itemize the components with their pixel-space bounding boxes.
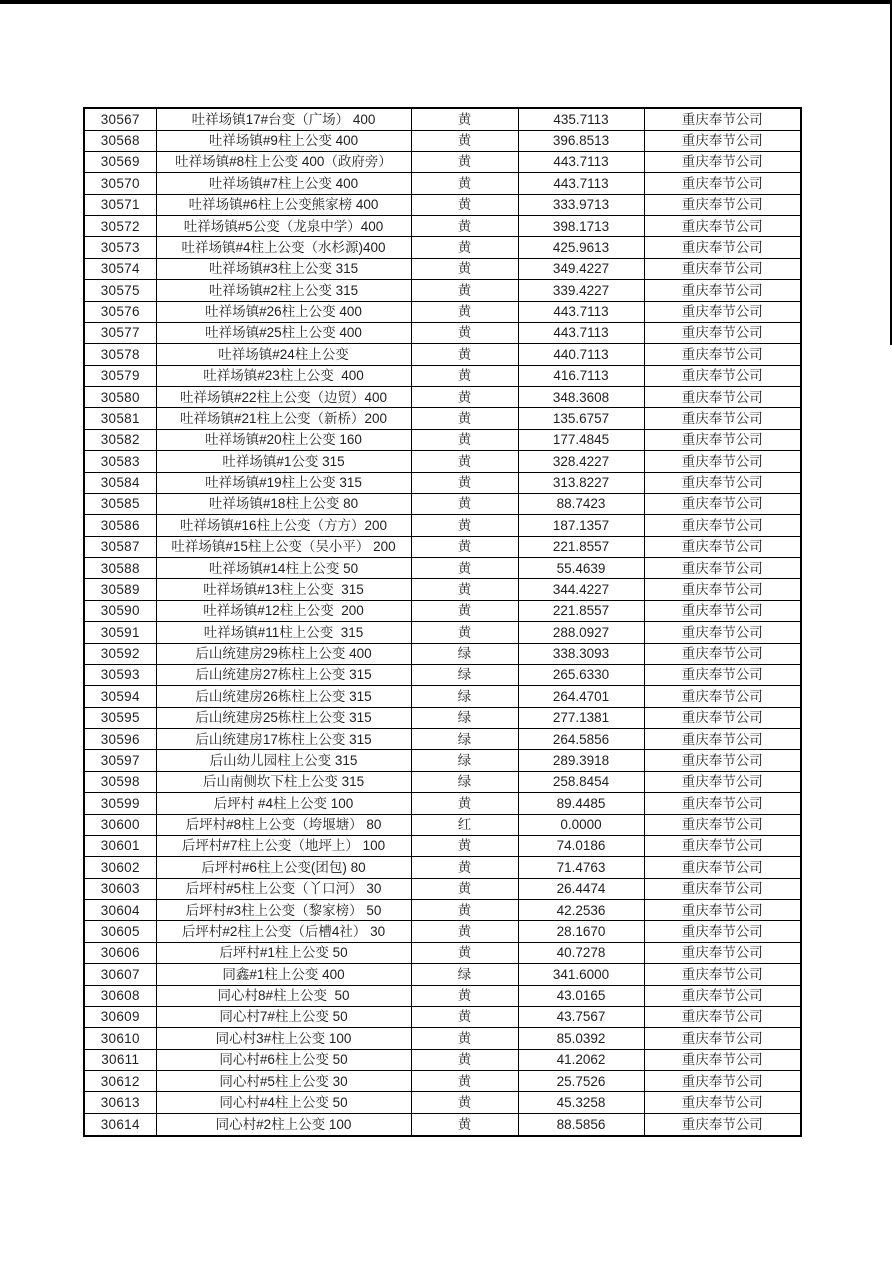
row-color-cell: 绿	[411, 643, 518, 664]
row-company-cell: 重庆奉节公司	[644, 1049, 801, 1070]
row-company-cell: 重庆奉节公司	[644, 600, 801, 621]
row-color-cell: 黄	[411, 301, 518, 322]
row-value-cell: 264.4701	[518, 686, 644, 707]
row-value-cell: 341.6000	[518, 964, 644, 985]
row-value-cell: 41.2062	[518, 1049, 644, 1070]
row-id-cell: 30567	[84, 108, 156, 130]
row-value-cell: 71.4763	[518, 857, 644, 878]
row-company-cell: 重庆奉节公司	[644, 108, 801, 130]
row-name-cell: 吐祥场镇#2柱上公变 315	[156, 280, 411, 301]
row-id-cell: 30571	[84, 194, 156, 215]
row-color-cell: 黄	[411, 1028, 518, 1049]
row-color-cell: 黄	[411, 429, 518, 450]
table-row	[84, 408, 801, 429]
row-name-cell: 吐祥场镇#14柱上公变 50	[156, 558, 411, 579]
row-id-cell: 30605	[84, 921, 156, 942]
row-color-cell: 黄	[411, 942, 518, 963]
row-company-cell: 重庆奉节公司	[644, 835, 801, 856]
row-value-cell: 43.0165	[518, 985, 644, 1006]
row-company-cell: 重庆奉节公司	[644, 814, 801, 835]
row-company-cell: 重庆奉节公司	[644, 921, 801, 942]
row-name-cell: 吐祥场镇#1公变 315	[156, 451, 411, 472]
row-id-cell: 30596	[84, 729, 156, 750]
row-color-cell: 黄	[411, 493, 518, 514]
row-company-cell: 重庆奉节公司	[644, 280, 801, 301]
row-name-cell: 吐祥场镇#8柱上公变 400（政府旁）	[156, 151, 411, 172]
row-name-cell: 吐祥场镇#19柱上公变 315	[156, 472, 411, 493]
row-value-cell: 45.3258	[518, 1092, 644, 1113]
row-id-cell: 30603	[84, 878, 156, 899]
row-color-cell: 黄	[411, 322, 518, 343]
row-color-cell: 绿	[411, 729, 518, 750]
row-id-cell: 30611	[84, 1049, 156, 1070]
row-company-cell: 重庆奉节公司	[644, 130, 801, 151]
row-company-cell: 重庆奉节公司	[644, 322, 801, 343]
row-company-cell: 重庆奉节公司	[644, 237, 801, 258]
row-id-cell: 30602	[84, 857, 156, 878]
row-color-cell: 黄	[411, 237, 518, 258]
table-row	[84, 237, 801, 258]
table-row	[84, 558, 801, 579]
row-color-cell: 黄	[411, 1006, 518, 1027]
row-color-cell: 黄	[411, 280, 518, 301]
row-id-cell: 30580	[84, 387, 156, 408]
row-id-cell: 30594	[84, 686, 156, 707]
row-id-cell: 30590	[84, 600, 156, 621]
table-row	[84, 194, 801, 215]
row-name-cell: 吐祥场镇#13柱上公变 315	[156, 579, 411, 600]
table-row	[84, 600, 801, 621]
table-row	[84, 344, 801, 365]
row-id-cell: 30589	[84, 579, 156, 600]
table-row	[84, 664, 801, 685]
row-color-cell: 黄	[411, 1071, 518, 1092]
row-name-cell: 后坪村#7柱上公变（地坪上） 100	[156, 835, 411, 856]
row-value-cell: 55.4639	[518, 558, 644, 579]
row-color-cell: 绿	[411, 964, 518, 985]
row-color-cell: 黄	[411, 857, 518, 878]
row-company-cell: 重庆奉节公司	[644, 365, 801, 386]
table-row	[84, 216, 801, 237]
row-id-cell: 30573	[84, 237, 156, 258]
row-company-cell: 重庆奉节公司	[644, 622, 801, 643]
table-row	[84, 151, 801, 172]
row-name-cell: 后山统建房17栋柱上公变 315	[156, 729, 411, 750]
row-value-cell: 0.0000	[518, 814, 644, 835]
row-company-cell: 重庆奉节公司	[644, 771, 801, 792]
row-company-cell: 重庆奉节公司	[644, 707, 801, 728]
row-value-cell: 85.0392	[518, 1028, 644, 1049]
row-value-cell: 43.7567	[518, 1006, 644, 1027]
row-company-cell: 重庆奉节公司	[644, 558, 801, 579]
row-name-cell: 吐祥场镇#24柱上公变	[156, 344, 411, 365]
row-company-cell: 重庆奉节公司	[644, 900, 801, 921]
row-id-cell: 30575	[84, 280, 156, 301]
table-row	[84, 771, 801, 792]
table-row	[84, 750, 801, 771]
row-color-cell: 黄	[411, 1113, 518, 1136]
row-company-cell: 重庆奉节公司	[644, 750, 801, 771]
row-value-cell: 289.3918	[518, 750, 644, 771]
table-row	[84, 280, 801, 301]
row-value-cell: 221.8557	[518, 536, 644, 557]
table-row	[84, 900, 801, 921]
row-value-cell: 265.6330	[518, 664, 644, 685]
row-name-cell: 同心村#2柱上公变 100	[156, 1113, 411, 1136]
row-id-cell: 30606	[84, 942, 156, 963]
row-name-cell: 吐祥场镇#22柱上公变（边贸）400	[156, 387, 411, 408]
row-name-cell: 后山统建房27栋柱上公变 315	[156, 664, 411, 685]
row-name-cell: 后坪村#8柱上公变（垮堰塘） 80	[156, 814, 411, 835]
row-company-cell: 重庆奉节公司	[644, 985, 801, 1006]
row-color-cell: 黄	[411, 579, 518, 600]
row-name-cell: 吐祥场镇#26柱上公变 400	[156, 301, 411, 322]
row-name-cell: 同心村7#柱上公变 50	[156, 1006, 411, 1027]
row-value-cell: 26.4474	[518, 878, 644, 899]
row-id-cell: 30587	[84, 536, 156, 557]
row-name-cell: 吐祥场镇#4柱上公变（水杉源)400	[156, 237, 411, 258]
table-row	[84, 964, 801, 985]
table-row	[84, 857, 801, 878]
row-id-cell: 30588	[84, 558, 156, 579]
row-id-cell: 30604	[84, 900, 156, 921]
row-company-cell: 重庆奉节公司	[644, 1006, 801, 1027]
table-row	[84, 814, 801, 835]
row-id-cell: 30583	[84, 451, 156, 472]
row-color-cell: 黄	[411, 151, 518, 172]
table-row	[84, 173, 801, 194]
table-row	[84, 1028, 801, 1049]
row-id-cell: 30578	[84, 344, 156, 365]
row-value-cell: 344.4227	[518, 579, 644, 600]
table-row	[84, 451, 801, 472]
row-name-cell: 吐祥场镇#23柱上公变 400	[156, 365, 411, 386]
row-company-cell: 重庆奉节公司	[644, 686, 801, 707]
row-id-cell: 30610	[84, 1028, 156, 1049]
row-color-cell: 绿	[411, 750, 518, 771]
row-name-cell: 同心村#4柱上公变 50	[156, 1092, 411, 1113]
row-company-cell: 重庆奉节公司	[644, 173, 801, 194]
row-value-cell: 443.7113	[518, 301, 644, 322]
row-name-cell: 吐祥场镇#15柱上公变（吴小平） 200	[156, 536, 411, 557]
scan-artifact-top-edge	[0, 0, 892, 4]
row-id-cell: 30568	[84, 130, 156, 151]
row-company-cell: 重庆奉节公司	[644, 579, 801, 600]
row-name-cell: 吐祥场镇#21柱上公变（新桥）200	[156, 408, 411, 429]
row-company-cell: 重庆奉节公司	[644, 1092, 801, 1113]
row-name-cell: 同心村#6柱上公变 50	[156, 1049, 411, 1070]
row-color-cell: 黄	[411, 216, 518, 237]
table-row	[84, 707, 801, 728]
row-name-cell: 后坪村#2柱上公变（后槽4社） 30	[156, 921, 411, 942]
row-company-cell: 重庆奉节公司	[644, 216, 801, 237]
row-company-cell: 重庆奉节公司	[644, 344, 801, 365]
row-company-cell: 重庆奉节公司	[644, 151, 801, 172]
row-company-cell: 重庆奉节公司	[644, 1113, 801, 1136]
row-id-cell: 30577	[84, 322, 156, 343]
row-company-cell: 重庆奉节公司	[644, 1071, 801, 1092]
table-row	[84, 835, 801, 856]
row-company-cell: 重庆奉节公司	[644, 729, 801, 750]
row-color-cell: 黄	[411, 558, 518, 579]
row-id-cell: 30572	[84, 216, 156, 237]
row-company-cell: 重庆奉节公司	[644, 1028, 801, 1049]
row-company-cell: 重庆奉节公司	[644, 194, 801, 215]
row-name-cell: 后山南侧坎下柱上公变 315	[156, 771, 411, 792]
row-company-cell: 重庆奉节公司	[644, 451, 801, 472]
row-name-cell: 吐祥场镇#11柱上公变 315	[156, 622, 411, 643]
row-company-cell: 重庆奉节公司	[644, 515, 801, 536]
row-color-cell: 绿	[411, 686, 518, 707]
table-row	[84, 878, 801, 899]
row-value-cell: 177.4845	[518, 429, 644, 450]
row-id-cell: 30607	[84, 964, 156, 985]
row-color-cell: 黄	[411, 344, 518, 365]
row-value-cell: 328.4227	[518, 451, 644, 472]
row-value-cell: 348.3608	[518, 387, 644, 408]
row-name-cell: 吐祥场镇#6柱上公变熊家榜 400	[156, 194, 411, 215]
row-name-cell: 后山统建房26栋柱上公变 315	[156, 686, 411, 707]
row-name-cell: 吐祥场镇17#台变（广场） 400	[156, 108, 411, 130]
row-id-cell: 30585	[84, 493, 156, 514]
row-name-cell: 吐祥场镇#16柱上公变（方方）200	[156, 515, 411, 536]
row-id-cell: 30601	[84, 835, 156, 856]
row-color-cell: 黄	[411, 130, 518, 151]
row-id-cell: 30593	[84, 664, 156, 685]
table-row	[84, 387, 801, 408]
row-value-cell: 313.8227	[518, 472, 644, 493]
row-company-cell: 重庆奉节公司	[644, 472, 801, 493]
row-company-cell: 重庆奉节公司	[644, 301, 801, 322]
row-color-cell: 红	[411, 814, 518, 835]
row-company-cell: 重庆奉节公司	[644, 387, 801, 408]
row-company-cell: 重庆奉节公司	[644, 793, 801, 814]
row-id-cell: 30582	[84, 429, 156, 450]
table-row	[84, 258, 801, 279]
row-company-cell: 重庆奉节公司	[644, 664, 801, 685]
row-color-cell: 黄	[411, 108, 518, 130]
row-color-cell: 黄	[411, 900, 518, 921]
row-name-cell: 吐祥场镇#18柱上公变 80	[156, 493, 411, 514]
row-name-cell: 同心村8#柱上公变 50	[156, 985, 411, 1006]
row-company-cell: 重庆奉节公司	[644, 493, 801, 514]
row-id-cell: 30613	[84, 1092, 156, 1113]
row-color-cell: 黄	[411, 194, 518, 215]
row-value-cell: 25.7526	[518, 1071, 644, 1092]
row-id-cell: 30591	[84, 622, 156, 643]
row-value-cell: 135.6757	[518, 408, 644, 429]
table-row	[84, 1006, 801, 1027]
row-color-cell: 黄	[411, 258, 518, 279]
row-name-cell: 吐祥场镇#3柱上公变 315	[156, 258, 411, 279]
row-id-cell: 30569	[84, 151, 156, 172]
table-row	[84, 686, 801, 707]
row-id-cell: 30614	[84, 1113, 156, 1136]
table-row	[84, 429, 801, 450]
row-company-cell: 重庆奉节公司	[644, 429, 801, 450]
row-name-cell: 后坪村#6柱上公变(团包) 80	[156, 857, 411, 878]
row-name-cell: 吐祥场镇#5公变（龙泉中学）400	[156, 216, 411, 237]
row-color-cell: 黄	[411, 793, 518, 814]
row-name-cell: 同心村#5柱上公变 30	[156, 1071, 411, 1092]
table-row	[84, 1092, 801, 1113]
row-id-cell: 30595	[84, 707, 156, 728]
table-row	[84, 108, 801, 130]
row-value-cell: 396.8513	[518, 130, 644, 151]
table-row	[84, 515, 801, 536]
table-body	[84, 108, 801, 1136]
row-value-cell: 416.7113	[518, 365, 644, 386]
row-company-cell: 重庆奉节公司	[644, 878, 801, 899]
row-color-cell: 黄	[411, 173, 518, 194]
row-name-cell: 吐祥场镇#20柱上公变 160	[156, 429, 411, 450]
table-row	[84, 322, 801, 343]
row-value-cell: 398.1713	[518, 216, 644, 237]
row-value-cell: 349.4227	[518, 258, 644, 279]
row-color-cell: 黄	[411, 622, 518, 643]
row-name-cell: 后山统建房25栋柱上公变 315	[156, 707, 411, 728]
row-value-cell: 74.0186	[518, 835, 644, 856]
row-color-cell: 黄	[411, 536, 518, 557]
row-company-cell: 重庆奉节公司	[644, 536, 801, 557]
transformer-load-table	[83, 107, 802, 1137]
row-value-cell: 338.3093	[518, 643, 644, 664]
row-value-cell: 440.7113	[518, 344, 644, 365]
row-id-cell: 30609	[84, 1006, 156, 1027]
row-value-cell: 288.0927	[518, 622, 644, 643]
row-value-cell: 40.7278	[518, 942, 644, 963]
table-row	[84, 1071, 801, 1092]
table-row	[84, 942, 801, 963]
row-value-cell: 187.1357	[518, 515, 644, 536]
row-value-cell: 443.7113	[518, 322, 644, 343]
table-row	[84, 793, 801, 814]
row-name-cell: 后山幼儿园柱上公变 315	[156, 750, 411, 771]
row-color-cell: 黄	[411, 408, 518, 429]
row-value-cell: 264.5856	[518, 729, 644, 750]
row-name-cell: 同鑫#1柱上公变 400	[156, 964, 411, 985]
row-color-cell: 绿	[411, 771, 518, 792]
row-color-cell: 黄	[411, 451, 518, 472]
row-name-cell: 后坪村#5柱上公变（丫口河） 30	[156, 878, 411, 899]
row-value-cell: 258.8454	[518, 771, 644, 792]
table-row	[84, 536, 801, 557]
row-color-cell: 黄	[411, 365, 518, 386]
row-value-cell: 435.7113	[518, 108, 644, 130]
table-row	[84, 130, 801, 151]
row-name-cell: 吐祥场镇#12柱上公变 200	[156, 600, 411, 621]
row-id-cell: 30608	[84, 985, 156, 1006]
row-name-cell: 后坪村 #4柱上公变 100	[156, 793, 411, 814]
row-company-cell: 重庆奉节公司	[644, 964, 801, 985]
row-id-cell: 30581	[84, 408, 156, 429]
row-color-cell: 黄	[411, 985, 518, 1006]
row-id-cell: 30586	[84, 515, 156, 536]
row-id-cell: 30612	[84, 1071, 156, 1092]
table-row	[84, 493, 801, 514]
row-color-cell: 黄	[411, 1049, 518, 1070]
row-id-cell: 30599	[84, 793, 156, 814]
table-row	[84, 729, 801, 750]
row-color-cell: 黄	[411, 921, 518, 942]
table-row	[84, 985, 801, 1006]
row-name-cell: 吐祥场镇#25柱上公变 400	[156, 322, 411, 343]
row-value-cell: 28.1670	[518, 921, 644, 942]
row-id-cell: 30570	[84, 173, 156, 194]
row-color-cell: 黄	[411, 835, 518, 856]
table-row	[84, 643, 801, 664]
row-value-cell: 221.8557	[518, 600, 644, 621]
row-value-cell: 339.4227	[518, 280, 644, 301]
row-value-cell: 443.7113	[518, 151, 644, 172]
table-row	[84, 472, 801, 493]
row-color-cell: 绿	[411, 707, 518, 728]
row-color-cell: 黄	[411, 472, 518, 493]
table-row	[84, 301, 801, 322]
table-row	[84, 365, 801, 386]
row-color-cell: 黄	[411, 1092, 518, 1113]
row-id-cell: 30597	[84, 750, 156, 771]
row-id-cell: 30598	[84, 771, 156, 792]
row-color-cell: 黄	[411, 387, 518, 408]
row-id-cell: 30576	[84, 301, 156, 322]
row-value-cell: 88.5856	[518, 1113, 644, 1136]
row-name-cell: 吐祥场镇#7柱上公变 400	[156, 173, 411, 194]
row-id-cell: 30592	[84, 643, 156, 664]
row-company-cell: 重庆奉节公司	[644, 408, 801, 429]
row-color-cell: 黄	[411, 878, 518, 899]
row-company-cell: 重庆奉节公司	[644, 942, 801, 963]
row-company-cell: 重庆奉节公司	[644, 643, 801, 664]
row-value-cell: 443.7113	[518, 173, 644, 194]
row-name-cell: 吐祥场镇#9柱上公变 400	[156, 130, 411, 151]
row-id-cell: 30574	[84, 258, 156, 279]
row-value-cell: 277.1381	[518, 707, 644, 728]
row-value-cell: 425.9613	[518, 237, 644, 258]
table-row	[84, 579, 801, 600]
row-name-cell: 后坪村#1柱上公变 50	[156, 942, 411, 963]
row-color-cell: 绿	[411, 664, 518, 685]
row-company-cell: 重庆奉节公司	[644, 857, 801, 878]
table-row	[84, 1049, 801, 1070]
row-id-cell: 30600	[84, 814, 156, 835]
row-color-cell: 黄	[411, 600, 518, 621]
row-id-cell: 30584	[84, 472, 156, 493]
row-company-cell: 重庆奉节公司	[644, 258, 801, 279]
row-color-cell: 黄	[411, 515, 518, 536]
row-id-cell: 30579	[84, 365, 156, 386]
row-value-cell: 333.9713	[518, 194, 644, 215]
row-value-cell: 89.4485	[518, 793, 644, 814]
row-value-cell: 88.7423	[518, 493, 644, 514]
row-name-cell: 后坪村#3柱上公变（黎家榜） 50	[156, 900, 411, 921]
table-row	[84, 1113, 801, 1136]
row-value-cell: 42.2536	[518, 900, 644, 921]
row-name-cell: 后山统建房29栋柱上公变 400	[156, 643, 411, 664]
table-row	[84, 921, 801, 942]
row-name-cell: 同心村3#柱上公变 100	[156, 1028, 411, 1049]
table-row	[84, 622, 801, 643]
